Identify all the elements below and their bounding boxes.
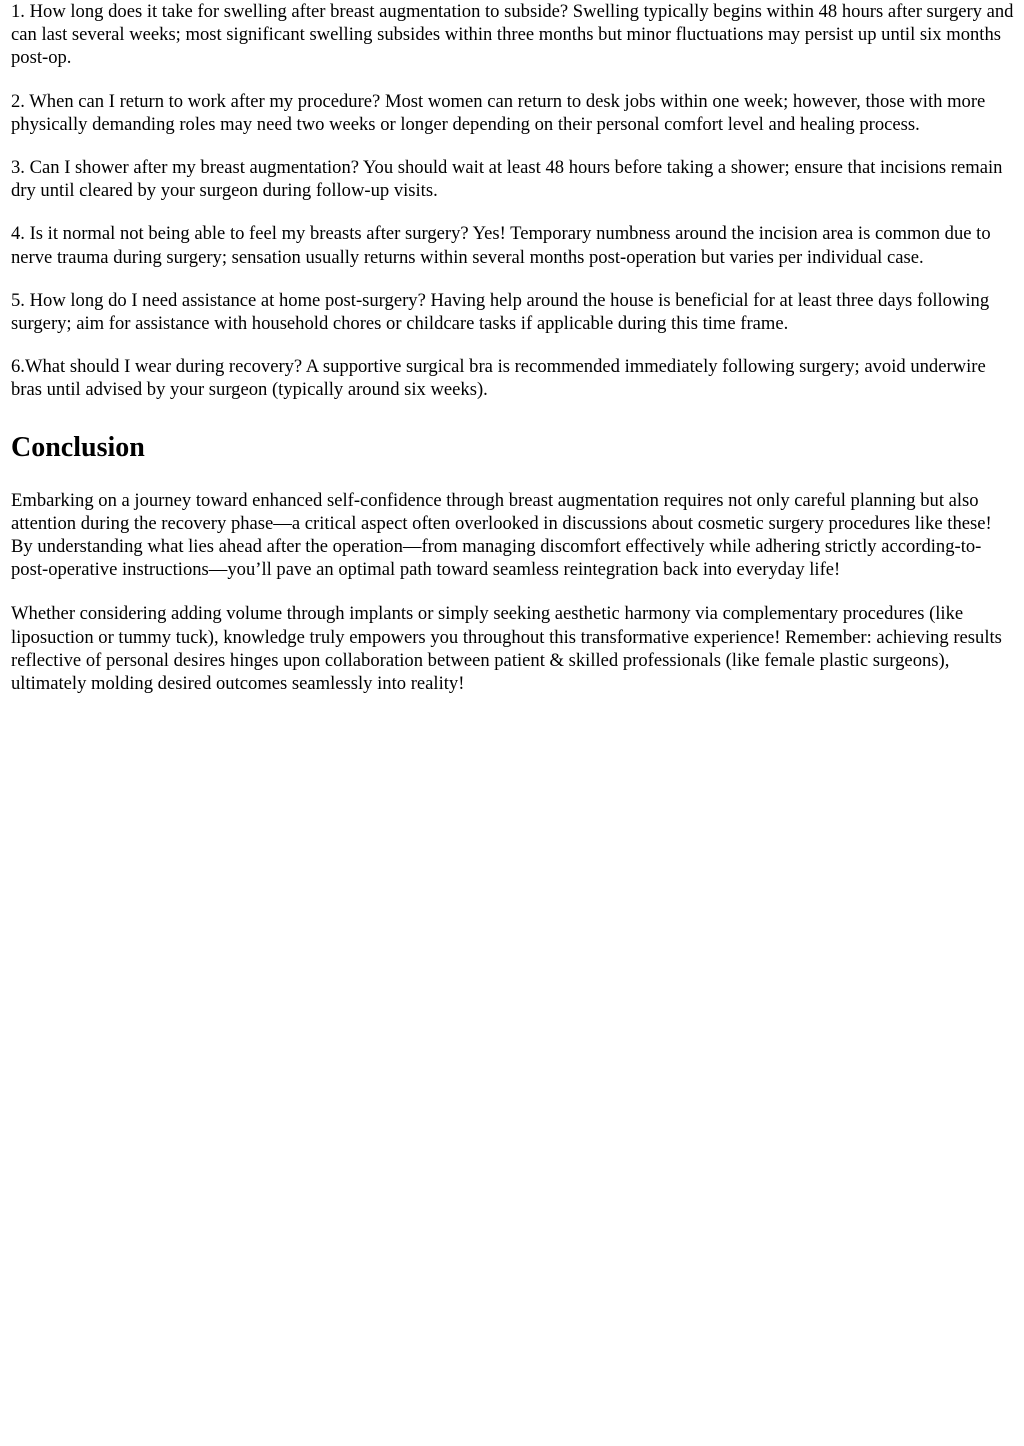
conclusion-heading: Conclusion: [11, 431, 145, 463]
faq-item-2: 2. When can I return to work after my procedure? Most women can return to desk jobs within one week; however, those with more physically demanding roles may need two weeks or longer depending on their personal comfort level and healing process.: [11, 90, 986, 135]
faq-item-6: 6.What should I wear during recovery? A supportive surgical bra is recommended immediately following surgery; avoid underwire bras until advised by your surgeon (typically around six weeks).: [11, 356, 986, 401]
faq-item-1: 1. How long does it take for swelling after breast augmentation to subside? Swelling typically begins within 48 hours after surgery and can last several weeks; most significant swelling subsides within three months but minor fluctuations may persist up until six months post-op.: [11, 1, 1014, 69]
conclusion-paragraph-2: Whether considering adding volume through implants or simply seeking aesthetic harmony via complementary procedures (like liposuction or tummy tuck), knowledge truly empowers you throughout this transformative experience! Remember: achieving results reflective of personal desires hinges upon collaboration between patient & skilled professionals (like female plastic surgeons), ultimately molding desired outcomes seamlessly into reality!: [11, 603, 1002, 695]
conclusion-paragraph-1: Embarking on a journey toward enhanced self-confidence through breast augmentation requires not only careful planning but also attention during the recovery phase—a critical aspect often overlooked in discussions about cosmetic surgery procedures like these! By understanding what lies ahead after the operation—from managing discomfort effectively while adhering strictly according-to-post-operative instructions—you’ll pave an optimal path toward seamless reintegration back into everyday life!: [11, 489, 992, 581]
faq-item-4: 4. Is it normal not being able to feel my breasts after surgery? Yes! Temporary numbness around the incision area is common due to nerve trauma during surgery; sensation usually returns within several months post-operation but varies per individual case.: [11, 223, 991, 268]
faq-list: [11, 0, 1016, 402]
faq-item-5: 5. How long do I need assistance at home post-surgery? Having help around the house is beneficial for at least three days following surgery; aim for assistance with household chores or childcare tasks if applicable during this time frame.: [11, 289, 990, 335]
document-page: [0, 0, 1024, 695]
faq-item-3: 3. Can I shower after my breast augmentation? You should wait at least 48 hours before taking a shower; ensure that incisions remain dry until cleared by your surgeon during follow-up visits.: [11, 157, 1003, 202]
